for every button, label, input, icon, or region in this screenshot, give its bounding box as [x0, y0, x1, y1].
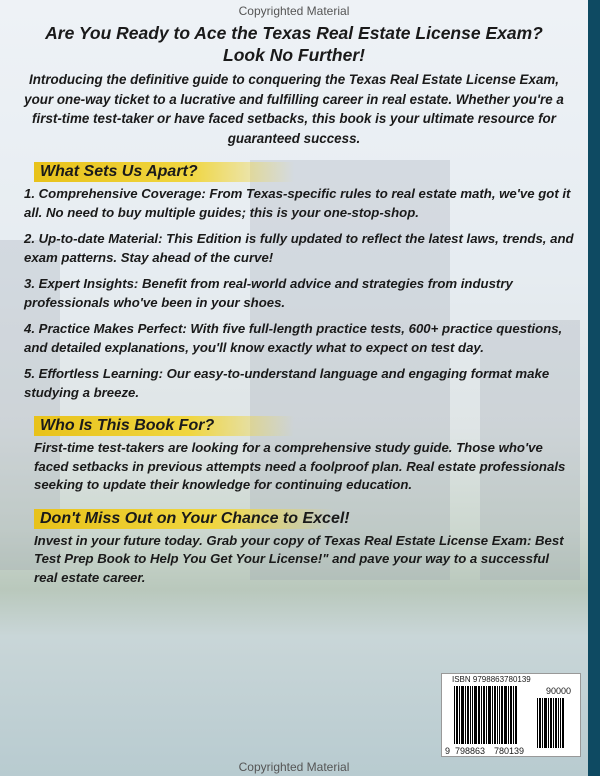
list-item: 1. Comprehensive Coverage: From Texas-specific rules to real estate math, we've got it all. No need to buy multiple guides; this is your one-stop-shop.	[24, 186, 571, 220]
price-bars	[537, 698, 565, 748]
page-title	[0, 22, 588, 66]
list-item: 3. Expert Insights: Benefit from real-world advice and strategies from industry professionals who've been in your shoes.	[24, 276, 513, 310]
who-paragraph: First-time test-takers are looking for a comprehensive study guide. Those who've faced setbacks in previous attempts need a foolproof plan. Real estate professionals seeking to update their knowledge for continuing education.	[34, 440, 566, 492]
list-item: 2. Up-to-date Material: This Edition is fully updated to reflect the latest laws, trends, and exam patterns. Stay ahead of the curve!	[24, 231, 574, 265]
barcode-bars	[454, 686, 518, 744]
barcode-digit-lead: 9	[445, 746, 451, 756]
section-heading-who: Who Is This Book For?	[34, 416, 294, 436]
barcode-digits-left: 798863	[455, 746, 486, 756]
isbn-barcode	[441, 673, 581, 757]
intro-paragraph: Introducing the definitive guide to conquering the Texas Real Estate License Exam, your one-way ticket to a lucrative and fulfilling career in real estate. Whether you're a first-time test-taker or have faced setbacks, this book is your ultimate resource for guaranteed success.	[24, 72, 564, 146]
watermark-bottom: Copyrighted Material	[238, 760, 350, 774]
list-item: 5. Effortless Learning: Our easy-to-understand language and engaging format make studying a breeze.	[24, 366, 550, 400]
cover-edge-strip	[588, 0, 600, 776]
excel-paragraph: Invest in your future today. Grab your copy of Texas Real Estate License Exam: Best Test Prep Book to Help You Get Your License!" and pave your way to a successful real estate career.	[34, 532, 564, 585]
list-item: 4. Practice Makes Perfect: With five full-length practice tests, 600+ practice questions, and detailed explanations, you'll know exactly what to expect on test day.	[24, 321, 563, 355]
section-heading-apart: What Sets Us Apart?	[34, 162, 294, 182]
cover-text	[0, 22, 588, 587]
title-line-2: Look No Further!	[223, 45, 365, 65]
title-line-1: Are You Ready to Ace the Texas Real Estate License Exam?	[45, 23, 543, 43]
barcode-digits-right: 780139	[494, 746, 525, 756]
price-code: 90000	[546, 686, 572, 696]
section-heading-excel: Don't Miss Out on Your Chance to Excel!	[34, 509, 334, 529]
watermark-top: Copyrighted Material	[238, 4, 350, 18]
isbn-text: ISBN 9798863780139	[452, 675, 531, 684]
